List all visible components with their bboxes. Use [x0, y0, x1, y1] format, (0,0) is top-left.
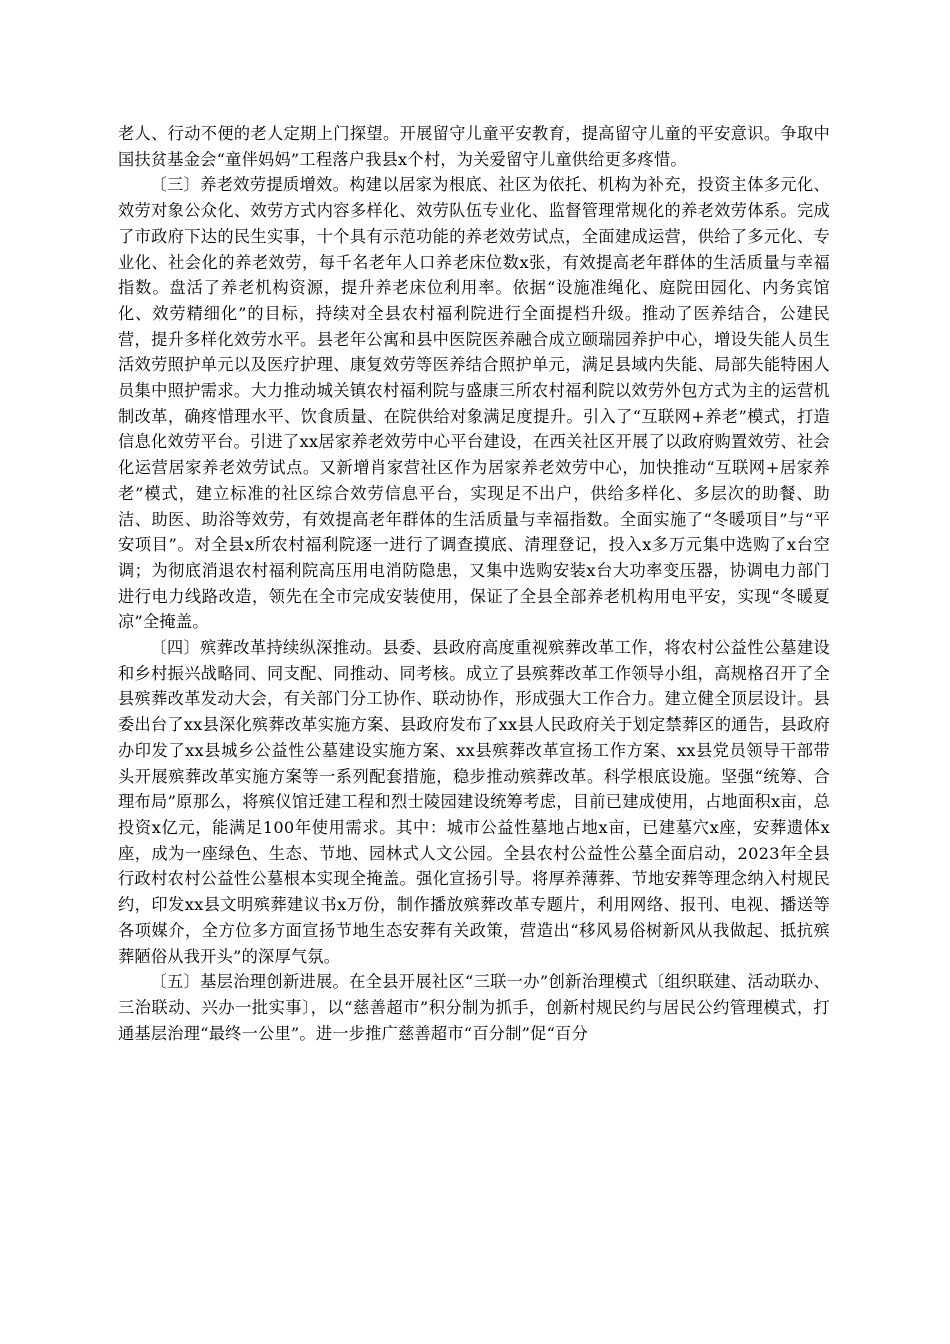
- paragraph-continuation: 老人、行动不便的老人定期上门探望。开展留守儿童平安教育，提高留守儿童的平安意识。争取中国扶贫基金会“童伴妈妈”工程落户我县x个村，为关爱留守儿童供给更多疼惜。: [118, 124, 830, 169]
- paragraph-elderly-services: 〔三〕养老效劳提质增效。构建以居家为根底、社区为依托、机构为补充，投资主体多元化、效劳对象公众化、效劳方式内容多样化、效劳队伍专业化、监督管理常规化的养老效劳体系。完成了市政府下达的民生实事，十个具有示范功能的养老效劳试点，全面建成运营，供给了多元化、专业化、社会化的养老效劳，每千名老年人口养老床位数x张，有效提高老年群体的生活质量与幸福指数。盘活了养老机构资源，提升养老床位利用率。依据“设施准绳化、庭院田园化、内务宾馆化、效劳精细化”的目标，持续对全县农村福利院进行全面提档升级。推动了医养结合，公建民营，提升多样化效劳水平。县老年公寓和县中医院医养融合成立颐瑞园养护中心，增设失能人员生活效劳照护单元以及医疗护理、康复效劳等医养结合照护单元，满足县域内失能、局部失能特困人员集中照护需求。大力推动城关镇农村福利院与盛康三所农村福利院以效劳外包方式为主的运营机制改革，确疼惜理水平、饮食质量、在院供给对象满足度提升。引入了“互联网+养老”模式，打造信息化效劳平台。引进了xx居家养老效劳中心平台建设，在西关社区开展了以政府购置效劳、社会化运营居家养老效劳试点。又新增肖家营社区作为居家养老效劳中心，加快推动“互联网+居家养老”模式，建立标准的社区综合效劳信息平台，实现足不出户，供给多样化、多层次的助餐、助洁、助医、助浴等效劳，有效提高老年群体的生活质量与幸福指数。全面实施了“冬暖项目”与“平安项目”。对全县x所农村福利院逐一进行了调查摸底、清理登记，投入x多万元集中选购了x台空调；为彻底消退农村福利院高压用电消防隐患，又集中选购安装x台大功率变压器，协调电力部门进行电力线路改造，领先在全市完成安装使用，保证了全县全部养老机构用电平安，实现“冬暖夏凉”全掩盖。: [118, 175, 830, 632]
- paragraph-funeral-reform: 〔四〕殡葬改革持续纵深推动。县委、县政府高度重视殡葬改革工作，将农村公益性公墓建设和乡村振兴战略同、同支配、同推动、同考核。成立了县殡葬改革工作领导小组，高规格召开了全县殡葬改革发动大会，有关部门分工协作、联动协作，形成强大工作合力。建立健全顶层设计。县委出台了xx县深化殡葬改革实施方案、县政府发布了xx县人民政府关于划定禁葬区的通告，县政府办印发了xx县城乡公益性公墓建设实施方案、xx县殡葬改革宣扬工作方案、xx县党员领导干部带头开展殡葬改革实施方案等一系列配套措施，稳步推动殡葬改革。科学根底设施。坚强“统筹、合理布局”原那么，将殡仪馆迁建工程和烈士陵园建设统筹考虑，目前已建成使用，占地面积x亩，总投资x亿元，能满足100年使用需求。其中：城市公益性墓地占地x亩，已建墓穴x座，安葬遗体x座，成为一座绿色、生态、节地、园林式人文公园。全县农村公益性公墓全面启动，2023年全县行政村农村公益性公墓根本实现全掩盖。强化宣扬引导。将厚养薄葬、节地安葬等理念纳入村规民约，印发xx县文明殡葬建议书x万份，制作播放殡葬改革专题片，利用网络、报刊、电视、播送等各项媒介，全方位多方面宣扬节地生态安葬有关政策，营造出“移风易俗树新风从我做起、抵抗殡葬陋俗从我开头”的深厚气氛。: [118, 638, 830, 966]
- document-page: [118, 121, 830, 1046]
- paragraph-grassroots-governance: 〔五〕基层治理创新进展。在全县开展社区“三联一办”创新治理模式〔组织联建、活动联办、三治联动、兴办一批实事〕，以“慈善超市”积分制为抓手，创新村规民约与居民公约管理模式，打通基层治理“最终一公里”。进一步推广慈善超市“百分制”促“百分: [118, 972, 830, 1043]
